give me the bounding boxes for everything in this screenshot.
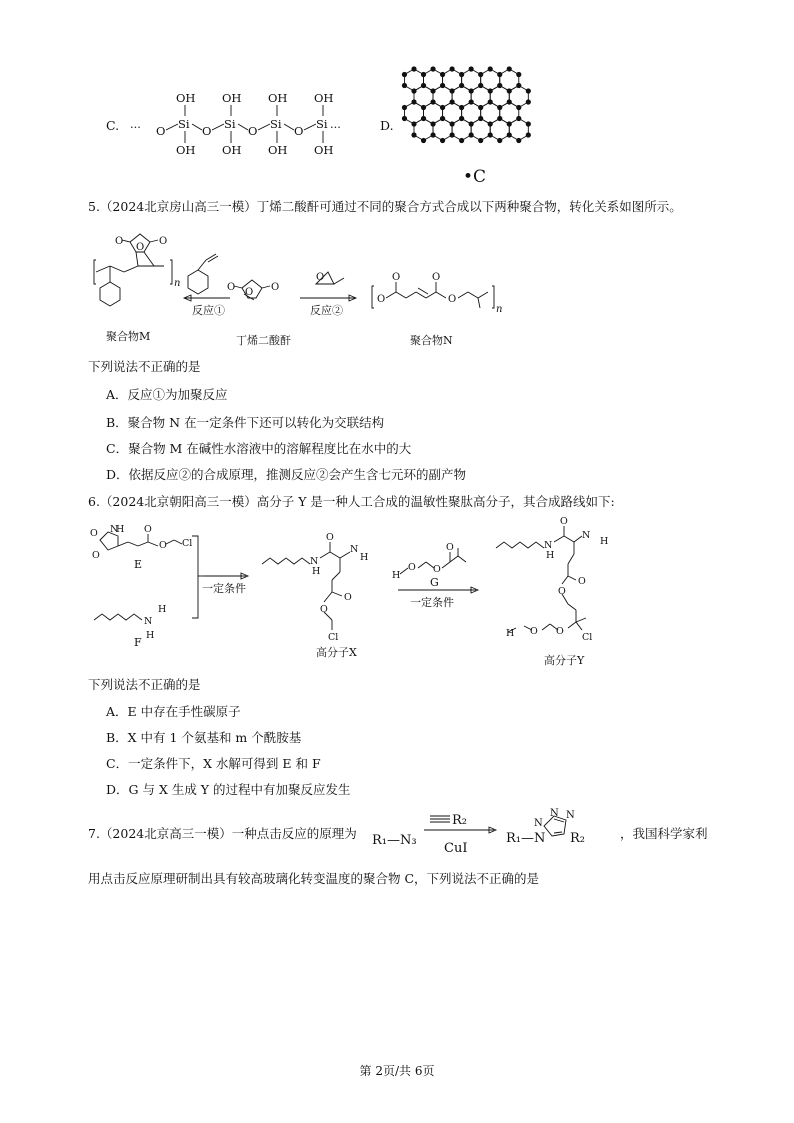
- polymer-n-o: O: [448, 294, 457, 305]
- carbon-atom: [402, 105, 407, 110]
- carbon-atom: [469, 88, 474, 93]
- q5-reaction-scheme: [88, 222, 528, 352]
- chain-o: O: [248, 124, 258, 138]
- silicate-chain-structure: [128, 88, 358, 160]
- ring-o: O: [115, 236, 124, 247]
- hexagon-ring: [462, 102, 481, 124]
- reaction-1-label: 反应①: [192, 304, 225, 317]
- q6-option-c: C．一定条件下，X 水解可得到 E 和 F: [106, 756, 321, 771]
- g-o: O: [408, 562, 416, 573]
- oh-top: OH: [268, 91, 288, 105]
- oh-top: OH: [222, 91, 242, 105]
- polymer-n-o: O: [432, 272, 441, 283]
- carbon-atom: [450, 121, 455, 126]
- q6-question: 下列说法不正确的是: [88, 677, 201, 692]
- hexagon-ring: [509, 86, 528, 108]
- g-label: G: [430, 576, 439, 589]
- carbon-atom: [497, 105, 502, 110]
- e-o: O: [159, 540, 167, 551]
- f-n: N: [144, 616, 153, 627]
- y-cl: Cl: [582, 632, 593, 643]
- carbon-atom: [497, 83, 502, 88]
- hexagon-ring: [490, 86, 509, 108]
- carbon-atom: [526, 88, 531, 93]
- q6-option-d: D．G 与 X 生成 Y 的过程中有加聚反应发生: [106, 782, 351, 797]
- x-o: O: [320, 604, 328, 615]
- polymer-n-o: O: [392, 272, 401, 283]
- e-n: N: [110, 524, 119, 535]
- carbon-atom: [450, 132, 455, 137]
- y-label: 高分子Y: [544, 654, 585, 667]
- carbon-atom: [488, 66, 493, 71]
- x-cl: Cl: [328, 632, 339, 643]
- x-o: O: [344, 592, 352, 603]
- carbon-atom: [478, 138, 483, 143]
- q5-stem: 5.（2024北京房山高三一模）丁烯二酸酐可通过不同的聚合方式合成以下两种聚合物，转化关系如图所示。: [88, 199, 682, 214]
- x-o: O: [326, 532, 334, 543]
- hexagon-ring: [443, 69, 462, 91]
- carbon-atom: [516, 83, 521, 88]
- e-cl: Cl: [182, 538, 193, 549]
- f-h: H: [158, 604, 167, 615]
- x-n: N: [310, 556, 319, 567]
- carbon-atom: [440, 116, 445, 121]
- chain-si: Si: [178, 117, 190, 131]
- carbon-atom: [440, 83, 445, 88]
- chain-o: O: [294, 124, 304, 138]
- y-n: N: [544, 540, 553, 551]
- carbon-atom: [507, 121, 512, 126]
- y-o: O: [558, 586, 566, 597]
- anhydride-o: O: [245, 287, 254, 298]
- page-footer: 第 2页/共 6页: [359, 1064, 435, 1078]
- hexagon-ring: [424, 69, 443, 91]
- carbon-atom: [430, 132, 435, 137]
- q6-option-a: A．E 中存在手性碳原子: [106, 704, 241, 719]
- carbon-atom: [469, 132, 474, 137]
- carbon-atom: [507, 99, 512, 104]
- carbon-atom: [430, 99, 435, 104]
- y-o: O: [560, 516, 568, 527]
- hexagon-ring: [414, 119, 433, 141]
- carbon-atom: [450, 99, 455, 104]
- option-c-letter: C.: [106, 118, 120, 133]
- carbon-atom: [488, 99, 493, 104]
- carbon-atom: [488, 88, 493, 93]
- carbon-atom: [421, 116, 426, 121]
- y-o: O: [578, 576, 586, 587]
- carbon-atom: [478, 105, 483, 110]
- carbon-atom: [402, 72, 407, 77]
- chain-si: Si: [316, 117, 328, 131]
- carbon-atom: [497, 138, 502, 143]
- carbon-atom: [440, 72, 445, 77]
- q7-stem-after: ，我国科学家利: [620, 826, 708, 841]
- carbon-atom: [516, 116, 521, 121]
- carbon-atom: [478, 116, 483, 121]
- chain-o: O: [202, 124, 212, 138]
- polymer-m-n: n: [174, 278, 181, 289]
- carbon-atom: [421, 83, 426, 88]
- x-n: N: [350, 544, 359, 555]
- chain-si: Si: [224, 117, 236, 131]
- hexagon-ring: [481, 102, 500, 124]
- carbon-atom: [469, 121, 474, 126]
- carbon-atom: [516, 105, 521, 110]
- e-o: O: [144, 524, 152, 535]
- oh-bottom: OH: [222, 143, 242, 157]
- f-label: F: [134, 636, 142, 649]
- carbon-atom: [516, 72, 521, 77]
- product-r1: R₁—N: [506, 831, 546, 846]
- polymer-n-n: n: [496, 304, 503, 315]
- carbon-atom: [430, 88, 435, 93]
- carbon-atom: [411, 66, 416, 71]
- carbon-atom: [421, 138, 426, 143]
- carbon-atom: [402, 116, 407, 121]
- graphite-layer-structure: [400, 62, 550, 162]
- hexagon-ring: [509, 119, 528, 141]
- carbon-atom: [459, 138, 464, 143]
- triazole-n: N: [566, 810, 575, 821]
- q7-stem-line2: 用点击反应原理研制出具有较高玻璃化转变温度的聚合物 C，下列说法不正确的是: [88, 871, 540, 886]
- carbon-atom: [411, 88, 416, 93]
- x-h: H: [312, 566, 321, 577]
- carbon-atom: [440, 105, 445, 110]
- monomer-label: 丁烯二酸酐: [236, 334, 291, 347]
- q7-stem-before: 7.（2024北京高三一模）一种点击反应的原理为: [88, 826, 357, 841]
- carbon-atom: [402, 83, 407, 88]
- hexagon-ring: [452, 86, 471, 108]
- condition-2: 一定条件: [410, 596, 454, 609]
- carbon-atom: [450, 88, 455, 93]
- polymer-n-o: O: [377, 294, 386, 305]
- carbon-atom: [421, 72, 426, 77]
- hexagon-ring: [481, 69, 500, 91]
- condition-1: 一定条件: [202, 582, 246, 595]
- carbon-atom: [526, 121, 531, 126]
- carbon-atom: [469, 99, 474, 104]
- reaction-2-label: 反应②: [310, 304, 343, 317]
- carbon-atom: [478, 72, 483, 77]
- product-r2: R₂: [570, 831, 585, 846]
- hexagon-ring: [500, 102, 519, 124]
- carbon-atom: [459, 116, 464, 121]
- oh-top: OH: [176, 91, 196, 105]
- graphite-label: •C: [463, 167, 487, 187]
- g-h: H: [392, 570, 401, 581]
- hexagon-ring: [414, 86, 433, 108]
- hexagon-ring: [433, 119, 452, 141]
- y-h: H: [546, 550, 555, 561]
- q5-option-d: D．依据反应②的合成原理，推测反应②会产生含七元环的副产物: [106, 467, 467, 482]
- x-h: H: [360, 552, 369, 563]
- q6-stem: 6.（2024北京朝阳高三一模）高分子 Y 是一种人工合成的温敏性聚肽高分子，其合成路线如下:: [88, 494, 615, 509]
- carbon-atom: [459, 72, 464, 77]
- q5-option-a: A．反应①为加聚反应: [106, 387, 228, 402]
- anhydride-o: O: [271, 282, 280, 293]
- azide-label: R₁—N₃: [372, 833, 417, 848]
- hexagon-ring: [424, 102, 443, 124]
- hexagon-ring: [404, 69, 423, 91]
- catalyst-label: CuI: [444, 841, 468, 856]
- epoxide-o: O: [316, 272, 325, 283]
- q5-option-c: C．聚合物 M 在碱性水溶液中的溶解程度比在水中的大: [106, 441, 412, 456]
- chain-si: Si: [270, 117, 282, 131]
- carbon-atom: [526, 132, 531, 137]
- g-o: O: [446, 542, 454, 553]
- oh-bottom: OH: [314, 143, 334, 157]
- carbon-atom: [497, 72, 502, 77]
- hexagon-ring: [490, 119, 509, 141]
- carbon-atom: [430, 121, 435, 126]
- hexagon-ring: [443, 102, 462, 124]
- oh-top: OH: [314, 91, 334, 105]
- f-h: H: [146, 630, 155, 641]
- carbon-atom: [488, 121, 493, 126]
- carbon-atom: [478, 83, 483, 88]
- carbon-atom: [469, 66, 474, 71]
- oh-bottom: OH: [268, 143, 288, 157]
- carbon-atom: [488, 132, 493, 137]
- q5-option-b: B．聚合物 N 在一定条件下还可以转化为交联结构: [106, 415, 385, 430]
- hexagon-ring: [500, 69, 519, 91]
- carbon-atom: [430, 66, 435, 71]
- carbon-atom: [411, 132, 416, 137]
- carbon-atom: [497, 116, 502, 121]
- hexagon-ring: [452, 119, 471, 141]
- e-label: E: [134, 558, 143, 571]
- hexagon-ring: [471, 86, 490, 108]
- carbon-atom: [421, 105, 426, 110]
- carbon-atom: [507, 66, 512, 71]
- x-label: 高分子X: [316, 646, 357, 659]
- y-n: N: [582, 530, 591, 541]
- hexagon-ring: [462, 69, 481, 91]
- chain-o: O: [156, 124, 166, 138]
- carbon-atom: [507, 88, 512, 93]
- q7-click-reaction: [368, 808, 628, 858]
- option-d-letter: D.: [380, 118, 394, 133]
- carbon-atom: [526, 99, 531, 104]
- y-o: O: [556, 626, 564, 637]
- carbon-atom: [440, 138, 445, 143]
- oh-bottom: OH: [176, 143, 196, 157]
- hexagon-ring: [433, 86, 452, 108]
- e-h: H: [116, 524, 125, 535]
- carbon-atom: [459, 83, 464, 88]
- q6-synthesis-scheme: [88, 514, 648, 672]
- hexagon-ring: [404, 102, 423, 124]
- triazole-n: N: [550, 808, 559, 819]
- y-h: H: [506, 628, 515, 639]
- carbon-atom: [411, 99, 416, 104]
- g-o: O: [433, 564, 441, 575]
- carbon-atom: [516, 138, 521, 143]
- y-o: O: [530, 626, 538, 637]
- hexagon-ring: [471, 119, 490, 141]
- ring-o: O: [159, 236, 168, 247]
- chain-dots: ···: [330, 120, 341, 134]
- triazole-n: N: [534, 818, 543, 829]
- e-o: O: [92, 550, 100, 561]
- carbon-atom: [450, 66, 455, 71]
- alkyne-r2: R₂: [452, 813, 467, 828]
- e-o: O: [90, 528, 98, 539]
- carbon-atom: [411, 121, 416, 126]
- q5-question: 下列说法不正确的是: [88, 359, 201, 374]
- chain-dots: ···: [130, 120, 141, 134]
- polymer-m-label: 聚合物M: [106, 330, 151, 343]
- carbon-atom: [507, 132, 512, 137]
- ring-o: O: [136, 242, 145, 253]
- y-h: H: [600, 536, 609, 547]
- polymer-n-label: 聚合物N: [410, 334, 453, 347]
- q6-option-b: B．X 中有 1 个氨基和 m 个酰胺基: [106, 730, 302, 745]
- carbon-atom: [459, 105, 464, 110]
- anhydride-o: O: [227, 282, 236, 293]
